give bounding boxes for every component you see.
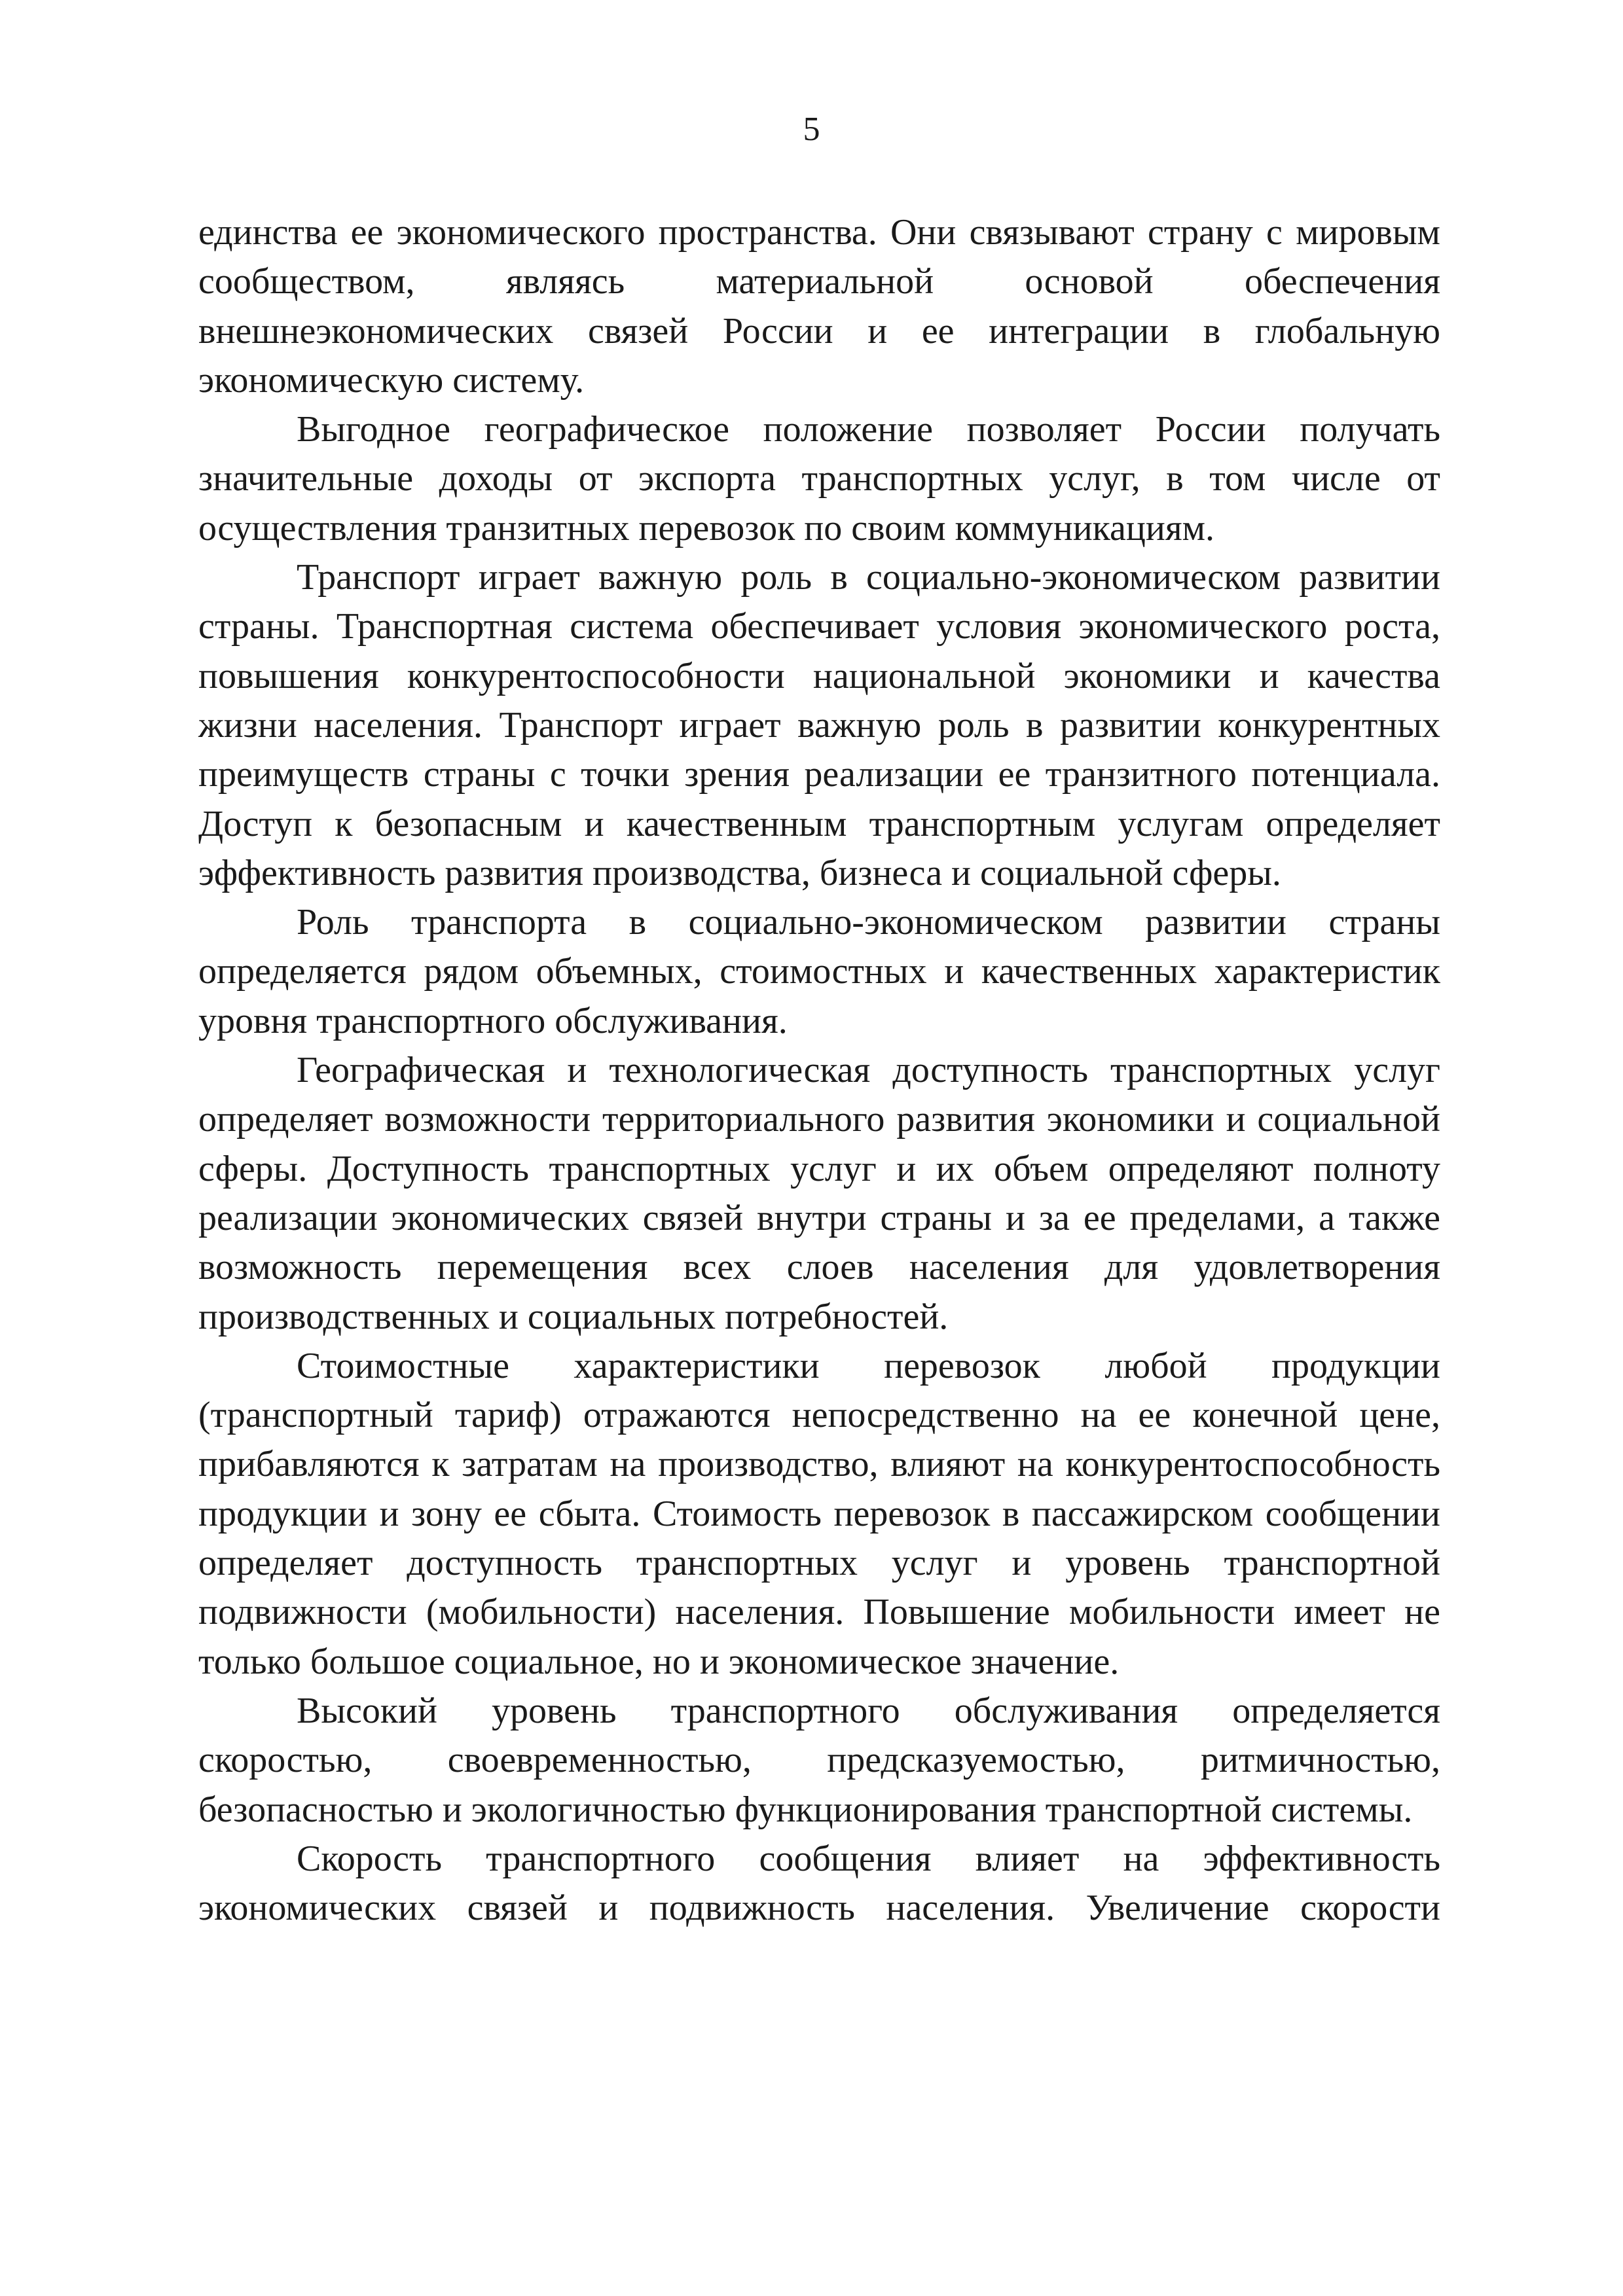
paragraph-continuation: единства ее экономического пространства. Они связывают страну с мировым сообществом, являясь материальной основой обеспечения внешнеэкономических связей России и ее интеграции в глобальную экономическую систему.	[198, 212, 1440, 401]
paragraph-truncated: Скорость транспортного сообщения влияет на эффективность экономических связей и подвижность населения. Увеличение скорости	[198, 1838, 1440, 1929]
paragraph: Географическая и технологическая доступность транспортных услуг определяет возможности территориального развития экономики и социальной сферы. Доступность транспортных услуг и их объем определяют полноту реализации экономических связей внутри страны и за ее пределами, а также возможность перемещения всех слоев населения для удовлетворения производственных и социальных потребностей.	[198, 1050, 1440, 1337]
paragraph: Выгодное географическое положение позволяет России получать значительные доходы от экспорта транспортных услуг, в том числе от осуществления транзитных перевозок по своим коммуникациям.	[198, 409, 1440, 548]
document-body	[198, 208, 1440, 1933]
paragraph: Транспорт играет важную роль в социально-экономическом развитии страны. Транспортная система обеспечивает условия экономического роста, повышения конкурентоспособности национальной экономики и качества жизни населения. Транспорт играет важную роль в развитии конкурентных преимуществ страны с точки зрения реализации ее транзитного потенциала. Доступ к безопасным и качественным транспортным услугам определяет эффективность развития производства, бизнеса и социальной сферы.	[198, 557, 1440, 893]
page-number: 5	[803, 111, 820, 148]
paragraph: Роль транспорта в социально-экономическом развитии страны определяется рядом объемных, стоимостных и качественных характеристик уровня транспортного обслуживания.	[198, 902, 1440, 1041]
paragraph: Высокий уровень транспортного обслуживания определяется скоростью, своевременностью, предсказуемостью, ритмичностью, безопасностью и экологичностью функционирования транспортной системы.	[198, 1690, 1440, 1830]
paragraph: Стоимостные характеристики перевозок любой продукции (транспортный тариф) отражаются непосредственно на ее конечной цене, прибавляются к затратам на производство, влияют на конкурентоспособность продукции и зону ее сбыта. Стоимость перевозок в пассажирском сообщении определяет доступность транспортных услуг и уровень транспортной подвижности (мобильности) населения. Повышение мобильности имеет не только большое социальное, но и экономическое значение.	[198, 1345, 1440, 1682]
